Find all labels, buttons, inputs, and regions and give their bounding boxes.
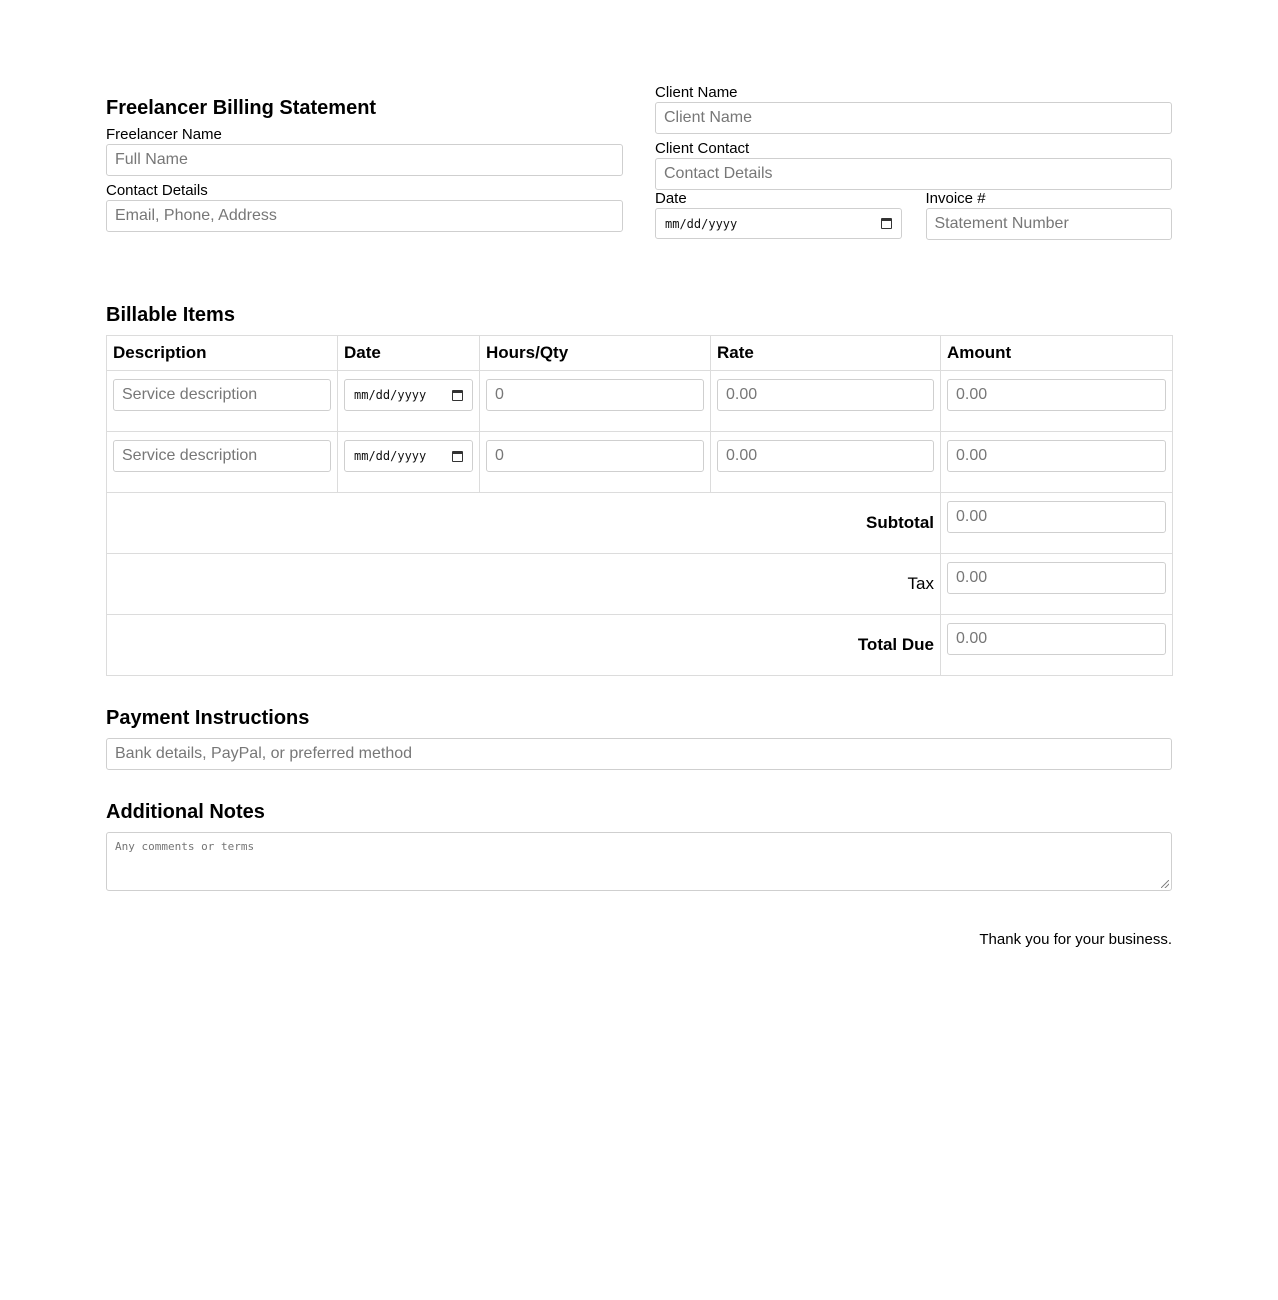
table-row bbox=[107, 432, 1173, 493]
billing-statement-page bbox=[106, 0, 1172, 948]
column-header-description: Description bbox=[107, 336, 338, 371]
date-placeholder: mm/dd/yyyy bbox=[354, 388, 427, 402]
client-info bbox=[655, 84, 1172, 240]
column-header-rate: Rate bbox=[711, 336, 941, 371]
item-qty-input[interactable] bbox=[486, 379, 704, 411]
calendar-icon[interactable] bbox=[452, 390, 463, 401]
item-amount-input[interactable] bbox=[947, 440, 1166, 472]
resize-handle-icon[interactable] bbox=[1161, 880, 1169, 888]
page-title: Freelancer Billing Statement bbox=[106, 97, 377, 119]
invoice-number-label: Invoice # bbox=[925, 190, 986, 207]
billable-items-section bbox=[106, 303, 1172, 676]
contact-details-label: Contact Details bbox=[106, 182, 208, 199]
date-placeholder: mm/dd/yyyy bbox=[354, 449, 427, 463]
client-contact-input[interactable] bbox=[655, 158, 1172, 190]
total-due-input[interactable] bbox=[947, 623, 1166, 655]
invoice-number-input[interactable] bbox=[926, 208, 1173, 240]
item-description-input[interactable] bbox=[113, 440, 331, 472]
item-amount-input[interactable] bbox=[947, 379, 1166, 411]
item-rate-input[interactable] bbox=[717, 379, 934, 411]
subtotal-label: Subtotal bbox=[107, 493, 941, 554]
subtotal-input[interactable] bbox=[947, 501, 1166, 533]
statement-header bbox=[106, 0, 1172, 275]
thank-you-message: Thank you for your business. bbox=[979, 931, 1172, 948]
client-contact-label: Client Contact bbox=[655, 140, 750, 157]
column-header-amount: Amount bbox=[941, 336, 1173, 371]
item-description-input[interactable] bbox=[113, 379, 331, 411]
calendar-icon[interactable] bbox=[881, 218, 892, 229]
notes-section bbox=[106, 800, 1172, 891]
item-rate-input[interactable] bbox=[717, 440, 934, 472]
client-name-label: Client Name bbox=[655, 84, 738, 101]
total-due-row bbox=[107, 615, 1173, 676]
additional-notes-textarea[interactable] bbox=[106, 832, 1172, 891]
freelancer-info bbox=[106, 96, 623, 232]
client-name-input[interactable] bbox=[655, 102, 1172, 134]
column-header-date: Date bbox=[338, 336, 480, 371]
date-invoice-row bbox=[655, 190, 1172, 240]
tax-input[interactable] bbox=[947, 562, 1166, 594]
item-date-input[interactable] bbox=[344, 440, 473, 472]
billable-items-table bbox=[106, 335, 1173, 676]
column-header-hours-qty: Hours/Qty bbox=[480, 336, 711, 371]
payment-instructions-title: Payment Instructions bbox=[106, 707, 310, 729]
table-header-row bbox=[107, 336, 1173, 371]
additional-notes-title: Additional Notes bbox=[106, 801, 265, 823]
statement-date-input[interactable] bbox=[655, 208, 902, 239]
item-qty-input[interactable] bbox=[486, 440, 704, 472]
contact-details-input[interactable] bbox=[106, 200, 623, 232]
date-label: Date bbox=[655, 190, 687, 207]
subtotal-row bbox=[107, 493, 1173, 554]
payment-instructions-input[interactable] bbox=[106, 738, 1172, 770]
billable-items-title: Billable Items bbox=[106, 304, 235, 326]
freelancer-name-input[interactable] bbox=[106, 144, 623, 176]
item-date-input[interactable] bbox=[344, 379, 473, 411]
calendar-icon[interactable] bbox=[452, 451, 463, 462]
freelancer-name-label: Freelancer Name bbox=[106, 126, 222, 143]
tax-row bbox=[107, 554, 1173, 615]
date-placeholder: mm/dd/yyyy bbox=[665, 216, 738, 231]
payment-section bbox=[106, 706, 1172, 770]
tax-label: Tax bbox=[107, 554, 941, 615]
total-due-label: Total Due bbox=[107, 615, 941, 676]
table-row bbox=[107, 371, 1173, 432]
